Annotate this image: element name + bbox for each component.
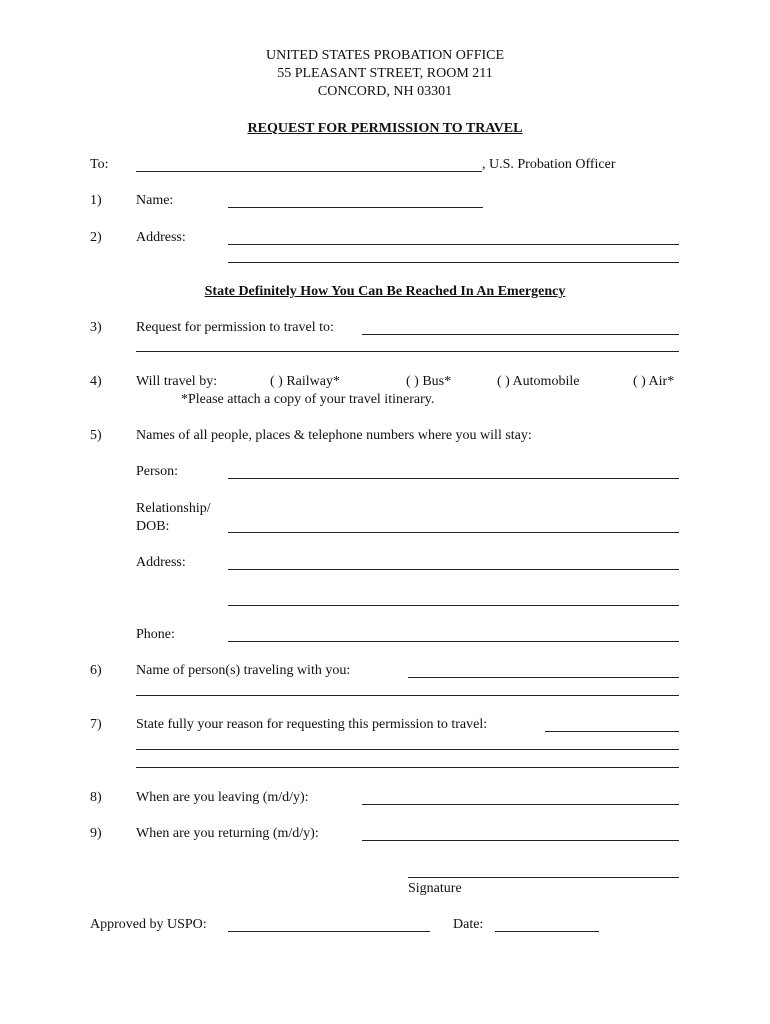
returning-date-field[interactable] <box>362 840 679 841</box>
relationship-label: Relationship/ <box>136 501 211 516</box>
stay-address-field-line-2[interactable] <box>228 605 679 606</box>
travel-mode-label: Will travel by: <box>136 374 218 389</box>
person-label: Person: <box>136 464 178 479</box>
reason-label: State fully your reason for requesting this permission to travel: <box>136 717 488 732</box>
leaving-date-label: When are you leaving (m/d/y): <box>136 790 309 805</box>
to-officer-field[interactable] <box>136 171 482 172</box>
signature-label: Signature <box>408 881 462 896</box>
destination-field-line-1[interactable] <box>362 334 679 335</box>
q6-number: 6) <box>90 663 102 678</box>
reason-field-line-1[interactable] <box>545 731 679 732</box>
approval-date-field[interactable] <box>495 931 599 932</box>
dob-label: DOB: <box>136 519 170 534</box>
q2-number: 2) <box>90 230 102 245</box>
q8-number: 8) <box>90 790 102 805</box>
option-air[interactable]: ( ) Air* <box>633 374 675 389</box>
emergency-heading: State Definitely How You Can Be Reached In An Emergency <box>204 284 566 299</box>
phone-field[interactable] <box>228 641 679 642</box>
relationship-dob-field[interactable] <box>228 532 679 533</box>
phone-label: Phone: <box>136 627 175 642</box>
q9-number: 9) <box>90 826 102 841</box>
destination-field-line-2[interactable] <box>136 351 679 352</box>
q1-number: 1) <box>90 193 102 208</box>
q5-number: 5) <box>90 428 102 443</box>
date-label: Date: <box>453 917 484 932</box>
q4-number: 4) <box>90 374 102 389</box>
reason-field-line-2[interactable] <box>136 749 679 750</box>
companions-label: Name of person(s) traveling with you: <box>136 663 351 678</box>
address-field-line-1[interactable] <box>228 244 679 245</box>
address-field-line-2[interactable] <box>228 262 679 263</box>
q3-number: 3) <box>90 320 102 335</box>
form-title: REQUEST FOR PERMISSION TO TRAVEL <box>247 121 523 136</box>
companions-field-line-2[interactable] <box>136 695 679 696</box>
stay-info-label: Names of all people, places & telephone numbers where you will stay: <box>136 428 532 443</box>
name-field[interactable] <box>228 207 483 208</box>
option-bus[interactable]: ( ) Bus* <box>406 374 452 389</box>
address-label: Address: <box>136 230 186 245</box>
to-suffix: , U.S. Probation Officer <box>482 157 616 172</box>
person-field[interactable] <box>228 478 679 479</box>
approved-label: Approved by USPO: <box>90 917 207 932</box>
destination-label: Request for permission to travel to: <box>136 320 334 335</box>
office-street: 55 PLEASANT STREET, ROOM 211 <box>277 66 493 81</box>
itinerary-note: *Please attach a copy of your travel itinerary. <box>181 392 435 407</box>
leaving-date-field[interactable] <box>362 804 679 805</box>
stay-address-field-line-1[interactable] <box>228 569 679 570</box>
option-railway[interactable]: ( ) Railway* <box>270 374 340 389</box>
q7-number: 7) <box>90 717 102 732</box>
office-name: UNITED STATES PROBATION OFFICE <box>265 48 505 63</box>
approved-by-field[interactable] <box>228 931 430 932</box>
returning-date-label: When are you returning (m/d/y): <box>136 826 319 841</box>
to-label: To: <box>90 157 109 172</box>
stay-address-label: Address: <box>136 555 186 570</box>
name-label: Name: <box>136 193 174 208</box>
companions-field-line-1[interactable] <box>408 677 679 678</box>
signature-field[interactable] <box>408 877 679 878</box>
reason-field-line-3[interactable] <box>136 767 679 768</box>
option-automobile[interactable]: ( ) Automobile <box>497 374 580 389</box>
office-city: CONCORD, NH 03301 <box>317 84 453 99</box>
